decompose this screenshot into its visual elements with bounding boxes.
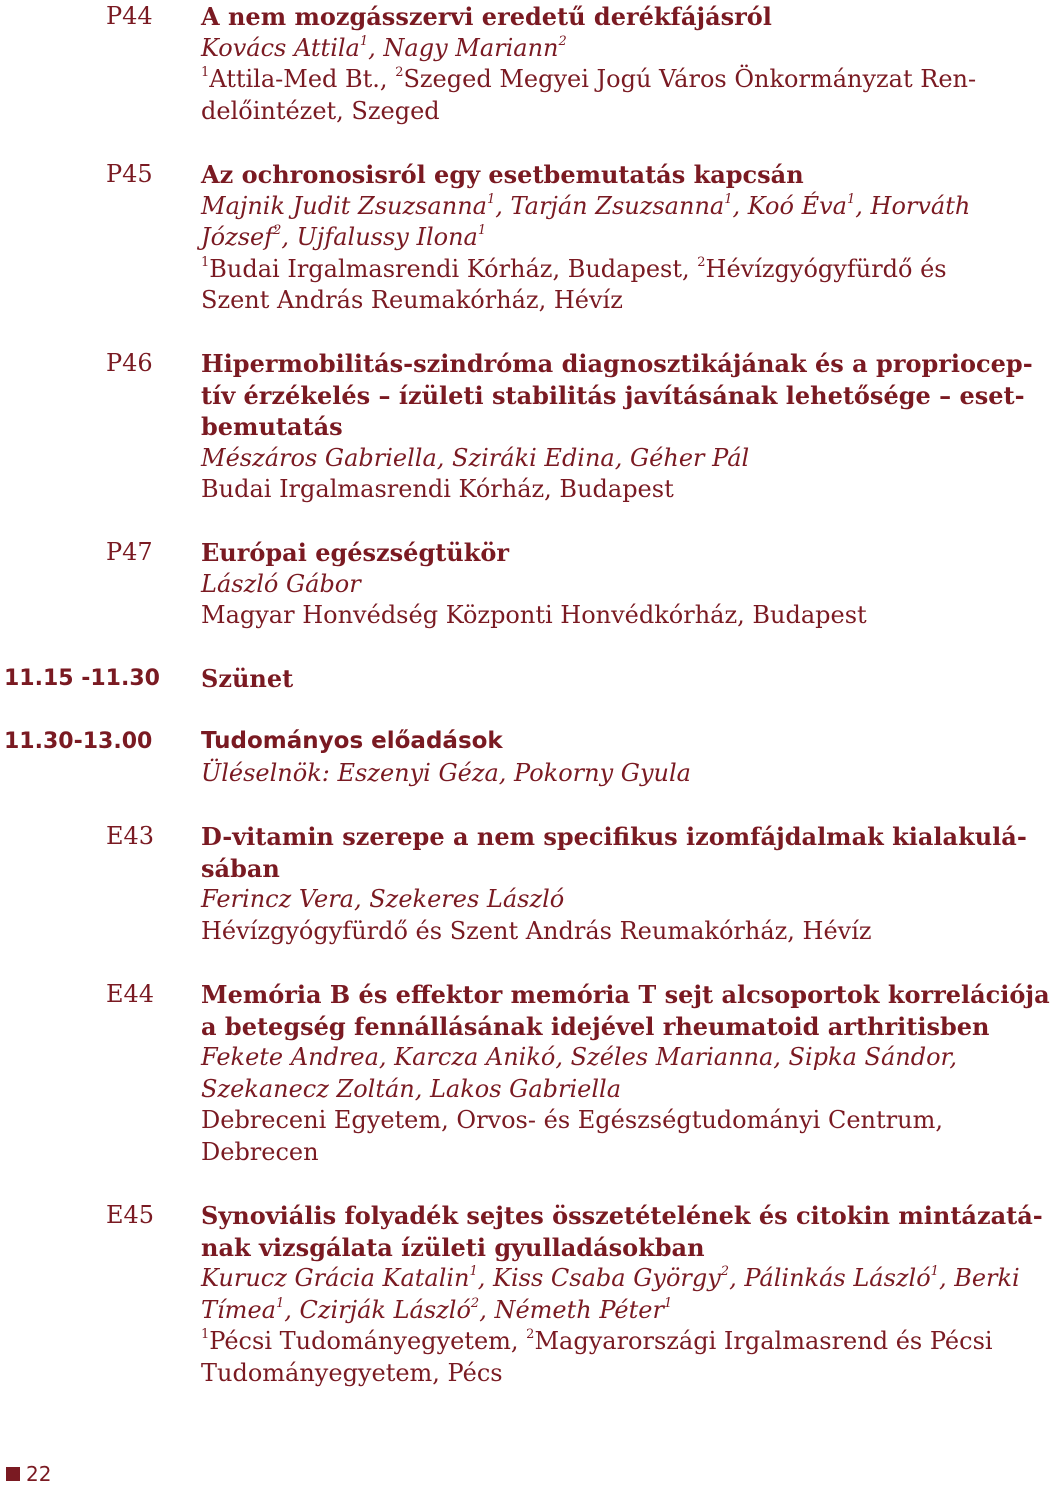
text-segment: Majnik Judit Zsuzsanna [201,191,487,220]
text-segment: , Németh Péter [479,1295,664,1324]
abstract-code: E43 [106,822,155,850]
abstract-title-line [201,1200,1043,1232]
text-segment: , Nagy Mariann [368,33,559,62]
text-segment: , Kiss Csaba György [477,1264,721,1292]
abstract-institution-line [201,96,958,128]
abstract-institution-line [201,254,958,286]
text-segment: Hipermobilitás-szindróma diagnosztikájának és a propriocep- [201,349,1033,378]
abstract-body [201,1,977,127]
square-bullet-icon [6,1467,20,1481]
affiliation-superscript: 2 [558,33,567,49]
abstract-authors-line [201,191,971,223]
affiliation-superscript: 2 [395,65,404,80]
abstract-code: E44 [106,980,155,1008]
abstract-authors-line [201,569,958,601]
affiliation-superscript: 1 [201,65,210,80]
abstract-code: P44 [106,2,153,30]
text-segment: Európai egészségtükör [201,538,510,567]
abstract-title-line [201,411,958,443]
text-segment: József [201,223,274,251]
text-segment: Mészáros Gabriella, Sziráki Edina, Géher Pál [201,443,750,472]
text-segment: Tudományegyetem, Pécs [201,1358,503,1387]
text-segment: Az ochronosisról egy esetbemutatás kapcsán [201,160,804,189]
abstract-code: P47 [106,538,153,566]
abstract-institution-line [201,474,958,506]
session-chairs: Üléselnök: Eszenyi Géza, Pokorny Gyula [201,758,691,787]
affiliation-superscript: 1 [477,223,487,238]
text-segment: nak vizsgálata ízületi gyulladásokban [201,1232,705,1262]
affiliation-superscript: 2 [697,254,706,270]
abstract-title-line [201,821,1027,853]
abstract-institution-line [201,1326,993,1358]
affiliation-superscript: 1 [201,254,210,270]
abstract-authors-line [201,1295,958,1327]
text-segment: Hévízgyógyfürdő és Szent András Reumakórház, Hévíz [201,916,872,945]
abstract-body [201,1200,1043,1389]
text-segment: László Gábor [201,569,361,598]
abstract-title-line [201,348,1033,380]
affiliation-superscript: 2 [470,1295,480,1311]
abstract-authors-line [201,1263,1020,1295]
text-segment: Tímea [201,1295,276,1324]
text-segment: Hévízgyógyfürdő és [705,254,947,283]
abstract-title-line [201,979,1050,1011]
affiliation-superscript: 2 [720,1264,730,1279]
abstract-body [201,537,958,632]
abstract-title-line [201,853,958,885]
abstract-code: P46 [106,349,153,377]
abstract-institution-line [201,1105,958,1137]
page-number [6,1463,51,1485]
abstract-authors-line [201,443,958,475]
abstract-title-line [201,380,1025,412]
text-segment: bemutatás [201,412,343,441]
abstract-title-line [201,1,958,33]
abstract-institution-line [201,1358,958,1390]
text-segment: , Tarján Zsuzsanna [495,191,725,220]
text-segment: , Pálinkás László [729,1264,931,1292]
text-segment: Kurucz Grácia Katalin [201,1264,470,1292]
page-number-text: 22 [26,1462,52,1486]
abstract-authors-line [201,1042,958,1074]
affiliation-superscript: 1 [846,191,856,207]
text-segment: Synoviális folyadék sejtes összetételének és citokin mintázatá- [201,1201,1043,1230]
abstract-title-line [201,537,958,569]
text-segment: Magyar Honvédség Központi Honvédkórház, Budapest [201,601,867,629]
abstract-title-line [201,1011,990,1043]
abstract-body [201,821,1027,947]
abstract-institution-line [201,1137,958,1169]
abstract-authors-line [201,222,958,254]
text-segment: Budai Irgalmasrendi Kórház, Budapest, [209,254,698,283]
abstract-title-line [201,159,958,191]
text-segment: , Ujfalussy Ilona [281,223,478,251]
text-segment: Ferincz Vera, Szekeres László [201,885,565,913]
abstract-authors-line [201,1074,958,1106]
text-segment: Memória B és effektor memória T sejt alcsoportok korrelációja [201,980,1050,1009]
text-segment: Szeged Megyei Jogú Város Önkormányzat Ren- [403,65,977,93]
text-segment: Budai Irgalmasrendi Kórház, Budapest [201,475,674,503]
affiliation-superscript: 1 [930,1264,939,1279]
affiliation-superscript: 2 [273,223,282,238]
affiliation-superscript: 1 [359,33,369,49]
affiliation-superscript: 1 [201,1327,210,1342]
text-segment: Attila-Med Bt., [209,65,396,93]
abstract-institution-line [201,916,958,948]
text-segment: a betegség fennállásának idejével rheumatoid arthritisben [201,1011,990,1041]
abstract-title-line [201,1232,958,1264]
text-segment: A nem mozgásszervi eredetű derékfájásról [201,2,772,31]
text-segment: Szekanecz Zoltán, Lakos Gabriella [201,1074,622,1103]
text-segment: Kovács Attila [201,33,360,62]
abstract-code: P45 [106,160,153,188]
text-segment: tív érzékelés – ízületi stabilitás javításának lehetősége – eset- [201,380,1025,410]
break-label: Szünet [201,664,294,693]
abstract-authors-line [201,33,958,65]
text-segment: D-vitamin szerepe a nem specifikus izomfájdalmak kialakulá- [201,822,1027,851]
session-time: 11.30-13.00 [4,729,153,754]
abstract-institution-line [201,64,977,96]
abstract-code: E45 [106,1201,155,1229]
text-segment: Debrecen [201,1137,319,1166]
affiliation-superscript: 1 [275,1295,285,1311]
text-segment: Debreceni Egyetem, Orvos- és Egészségtudományi Centrum, [201,1106,943,1134]
text-segment: Magyarországi Irgalmasrend és Pécsi [534,1327,993,1355]
session-title: Tudományos előadások [201,728,503,754]
abstract-body [201,979,1050,1168]
break-time: 11.15 -11.30 [4,666,160,691]
affiliation-superscript: 1 [469,1264,478,1279]
affiliation-superscript: 1 [724,191,733,207]
text-segment: delőintézet, Szeged [201,96,440,125]
text-segment: , Czirják László [284,1295,471,1324]
abstract-authors-line [201,884,958,916]
text-segment: Fekete Andrea, Karcza Anikó, Széles Marianna, Sipka Sándor, [201,1043,957,1071]
abstract-body [201,159,971,317]
affiliation-superscript: 1 [663,1295,673,1311]
text-segment: Szent András Reumakórház, Hévíz [201,286,623,314]
abstract-institution-line [201,600,958,632]
text-segment: sában [201,853,280,883]
affiliation-superscript: 2 [526,1327,535,1342]
text-segment: , Koó Éva [732,191,847,220]
text-segment: , Berki [938,1264,1020,1292]
affiliation-superscript: 1 [486,191,496,207]
abstract-body [201,348,1033,506]
text-segment: , Horváth [855,191,971,220]
text-segment: Pécsi Tudományegyetem, [209,1327,527,1355]
abstract-institution-line [201,285,958,317]
